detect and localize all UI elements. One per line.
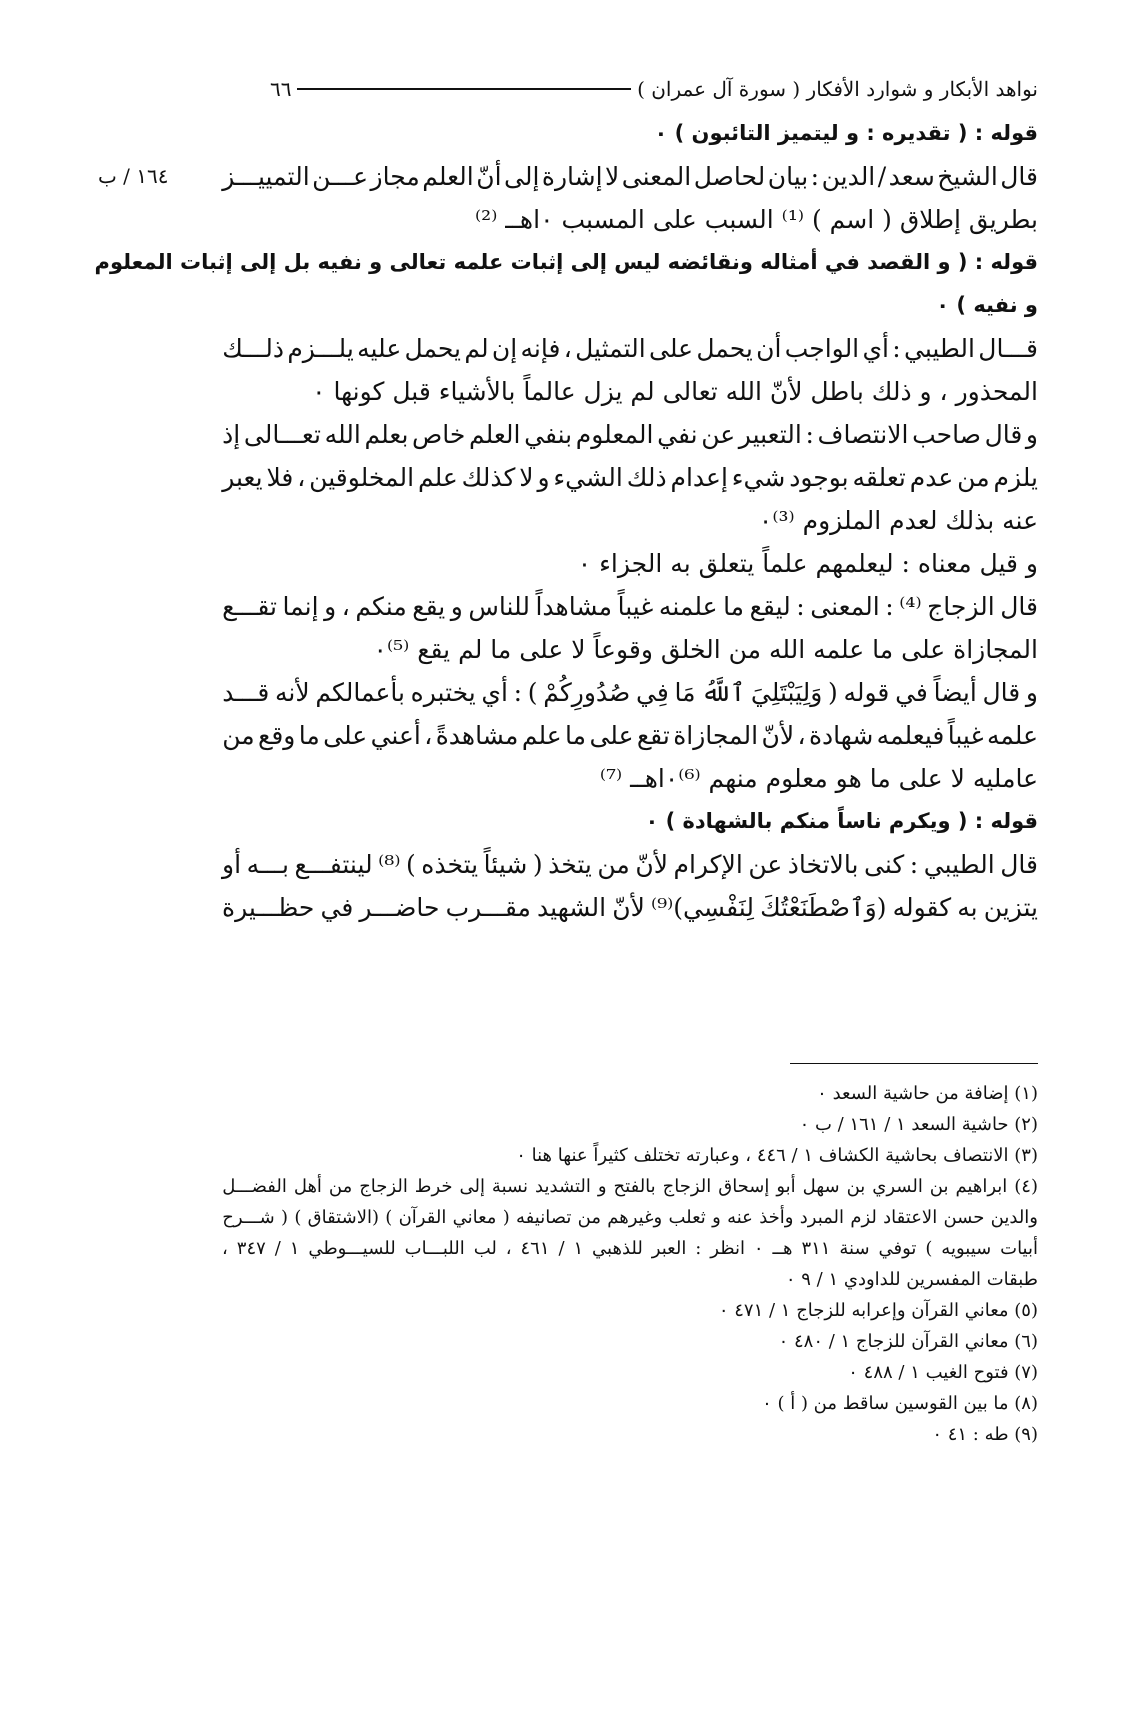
text-line: عامليه لا على ما هو معلوم منهم ⁽⁶⁾٠اهــ ⁽⁷⁾ — [599, 764, 1038, 793]
word: لينتفـــع — [294, 850, 373, 879]
word: في — [895, 678, 928, 707]
word: كنى — [863, 850, 905, 879]
word: ) — [405, 850, 416, 879]
margin-folio-reference: ١٦٤ / ب — [98, 164, 169, 188]
word: قـــد — [222, 678, 270, 707]
word: : — [513, 678, 523, 707]
word: مجاز — [370, 162, 420, 191]
text-line: المحذور ، و ذلك باطل لأنّ الله تعالى لم يزل عالماً بالأشياء قبل كونها ٠ — [312, 377, 1038, 406]
header-rule — [297, 88, 631, 90]
word: ليقع — [749, 592, 791, 621]
footnote-line: (٧) فتوح الغيب ١ / ٤٨٨ ٠ — [848, 1362, 1038, 1383]
text-line — [222, 671, 1038, 714]
word: الاعتقاد — [883, 1207, 938, 1228]
word: الانتصاف — [817, 420, 909, 449]
word: الله — [324, 420, 361, 449]
word: قوله — [843, 678, 890, 707]
word: بأعمالكم — [315, 678, 405, 707]
word: ما — [565, 721, 587, 750]
word: ١ — [573, 1238, 584, 1259]
word: الدين — [821, 162, 876, 191]
footnotes — [222, 1078, 1038, 1450]
footnote-line: (٢) حاشية السعد ١ / ١٦١ / ب ٠ — [799, 1114, 1038, 1135]
word: الشيء — [553, 463, 623, 492]
word: ، — [424, 721, 433, 750]
word: الفضـــل — [222, 1176, 287, 1197]
word: العبر — [651, 1238, 687, 1259]
word: يتزين — [983, 893, 1038, 922]
word: المعنى — [810, 592, 880, 621]
word: ( — [828, 678, 838, 707]
word: العلم — [468, 420, 521, 449]
word: ⁽⁸⁾ — [378, 850, 401, 879]
footnote-line: (٩) طه : ٤١ ٠ — [932, 1424, 1038, 1445]
word: إذ — [222, 420, 241, 449]
word: فإنه — [520, 334, 561, 363]
word: يتخذ — [548, 850, 592, 879]
word: يلـــزم — [287, 334, 354, 363]
word: للسيـــوطي — [308, 1238, 396, 1259]
word: (الاشتقاق — [307, 1207, 379, 1228]
word: قال — [984, 420, 1023, 449]
word: ٣١١ — [801, 1238, 831, 1259]
word: ، — [563, 334, 572, 363]
word: العلم — [422, 162, 474, 191]
word: غيباً — [947, 721, 984, 750]
word: أي — [862, 334, 889, 363]
text-line: قوله : ( تقديره : و ليتميز التائبون ) ٠ — [654, 121, 1038, 145]
word: ( — [532, 850, 543, 879]
word: قال — [1000, 162, 1038, 191]
word: غيباً — [617, 592, 654, 621]
footnote-line: (٥) معاني القرآن وإعرابه للزجاج ١ / ٤٧١ ٠ — [718, 1300, 1038, 1321]
word: أبيات — [1000, 1238, 1038, 1259]
word: نفي — [657, 420, 698, 449]
word: : — [909, 850, 919, 879]
word: لا — [605, 162, 620, 191]
footnote-line — [222, 1171, 1038, 1202]
word: أن — [756, 334, 782, 363]
word: (٤) — [1014, 1176, 1038, 1197]
word: / — [558, 1238, 565, 1259]
word: يعبر — [222, 463, 263, 492]
word: بيان — [767, 162, 809, 191]
word: الزجاج — [662, 1176, 712, 1197]
word: لا — [519, 463, 534, 492]
word: ، — [341, 592, 350, 621]
word: وأخذ — [759, 1207, 794, 1228]
page-number: ٦٦ — [270, 77, 292, 101]
text-line: قوله : ( و القصد في أمثاله ونقائضه ليس إلى إثبات علمه تعالى و نفيه بل إلى إثبات المعلوم — [94, 250, 1038, 274]
word: بنفي — [524, 420, 573, 449]
word: حسن — [943, 1207, 985, 1228]
word: من — [222, 721, 255, 750]
text-line: المجازاة على ما علمه الله من الخلق وقوعاً لا على ما لم يقع ⁽⁵⁾٠ — [373, 635, 1038, 664]
word: يتخذه — [421, 850, 479, 879]
word: وَلِيَبْتَلِيَ — [750, 678, 823, 707]
word: : — [805, 420, 814, 449]
word: شـــرح — [222, 1207, 275, 1228]
word: السري — [872, 1176, 923, 1197]
word: قال — [1000, 850, 1038, 879]
word: بـــه — [246, 850, 289, 879]
word: إلى — [504, 162, 540, 191]
word: ، — [505, 1238, 512, 1259]
word: / — [877, 162, 887, 191]
word: الواجب — [784, 334, 860, 363]
word: لِنَفْسِي)⁽⁹⁾ — [650, 893, 754, 922]
word: خرط — [414, 1176, 453, 1197]
word: على — [589, 721, 634, 750]
word: علمنه — [658, 592, 718, 621]
word: لأنّ — [635, 850, 668, 879]
word: عليه — [357, 334, 402, 363]
word: و — [1025, 420, 1038, 449]
word: ذلك — [626, 463, 667, 492]
text-line — [222, 456, 1038, 499]
word: عـــن — [312, 162, 369, 191]
word: توفي — [878, 1238, 917, 1259]
word: أيضاً — [933, 678, 977, 707]
word: علم — [417, 463, 458, 492]
word: للناس — [468, 592, 530, 621]
word: تعلقه — [852, 463, 906, 492]
footnote-line: (٨) ما بين القوسين ساقط من ( أ ) ٠ — [762, 1393, 1038, 1414]
word: إسحاق — [718, 1176, 770, 1197]
word: بعلم — [364, 420, 409, 449]
word: أنّ — [476, 162, 502, 191]
word: لب — [473, 1238, 497, 1259]
word: سعد — [888, 162, 935, 191]
word: بن — [846, 1176, 866, 1197]
word: لحاصل — [693, 162, 766, 191]
word: منكم — [355, 592, 407, 621]
word: عنه — [727, 1207, 753, 1228]
word: صاحب — [912, 420, 981, 449]
word: إن — [491, 334, 518, 363]
word: : — [796, 592, 805, 621]
word: مشاهدةً — [435, 721, 519, 750]
word: للذهبي — [592, 1238, 643, 1259]
word: شيئاً — [483, 850, 528, 879]
header-title: نواهد الأبكار و شوارد الأفكار ( سورة آل عمران ) — [637, 77, 1038, 101]
word: فِي — [636, 678, 669, 707]
word: علم — [521, 721, 562, 750]
word: التعبير — [738, 420, 802, 449]
word: : — [695, 1238, 702, 1259]
word: ٣٤٧ — [236, 1238, 266, 1259]
footnote-line: (٣) الانتصاف بحاشية الكشاف ١ / ٤٤٦ ، وعبارته تختلف كثيراً عنها هنا ٠ — [516, 1145, 1038, 1166]
text-line: قوله : ( ويكرم ناساً منكم بالشهادة ) ٠ — [645, 809, 1038, 833]
word: و — [1025, 678, 1038, 707]
word: بالفتح — [613, 1176, 656, 1197]
word: ٠ — [753, 1238, 764, 1259]
word: أبو — [776, 1176, 796, 1197]
word: ) — [385, 1207, 393, 1228]
word: أهل — [293, 1176, 322, 1197]
word: يحمل — [404, 334, 462, 363]
word: تقـــع — [222, 592, 277, 621]
word: ( — [502, 1207, 510, 1228]
word: الشيخ — [937, 162, 998, 191]
word: خاص — [412, 420, 466, 449]
word: يحمل — [696, 334, 753, 363]
word: لأنّ — [612, 893, 645, 922]
word: المخلوقين — [309, 463, 415, 492]
word: على — [648, 334, 694, 363]
word: إشارة — [541, 162, 603, 191]
word: لم — [464, 334, 489, 363]
word: و — [324, 592, 337, 621]
word: والدين — [990, 1207, 1038, 1228]
word: بالاتخاذ — [787, 850, 859, 879]
word: إنما — [282, 592, 319, 621]
word: ، — [797, 721, 806, 750]
word: يختبره — [410, 678, 476, 707]
word: الإكرام — [673, 850, 743, 879]
word: بوجود — [789, 463, 849, 492]
text-line: عنه بذلك لعدم الملزوم ⁽³⁾٠ — [758, 506, 1038, 535]
word: : — [892, 334, 901, 363]
text-line: و قيل معناه : ليعلمهم علماً يتعلق به الجزاء ٠ — [577, 549, 1038, 578]
word: حاضـــر — [359, 893, 440, 922]
word: ⁽⁴⁾ — [899, 592, 922, 621]
word: عن — [748, 850, 783, 879]
word: تقع — [636, 721, 670, 750]
word: (وَٱصْطَنَعْتُكَ — [760, 893, 887, 922]
word: ثعلب — [668, 1207, 706, 1228]
word: من — [957, 463, 990, 492]
word: ٤٦١ — [520, 1238, 550, 1259]
word: سهل — [802, 1176, 840, 1197]
footnote-line — [222, 1233, 1038, 1264]
word: ما — [298, 721, 320, 750]
word: ) — [294, 1207, 302, 1228]
word: حظـــيرة — [222, 893, 315, 922]
word: ٱللَّهُ — [701, 678, 746, 707]
footnote-line: طبقات المفسرين للداودي ١ / ٩ ٠ — [785, 1269, 1038, 1290]
word: : — [885, 592, 894, 621]
running-header — [270, 74, 1038, 104]
word: من — [577, 1207, 601, 1228]
word: الزجاج — [927, 592, 995, 621]
word: على — [323, 721, 368, 750]
text-line — [222, 843, 1038, 886]
word: شيء — [731, 463, 786, 492]
text-line — [222, 155, 1038, 198]
word: عدم — [909, 463, 954, 492]
text-line — [222, 714, 1038, 757]
word: ) — [527, 678, 538, 707]
word: : — [810, 162, 820, 191]
word: ، — [297, 463, 306, 492]
word: لزم — [850, 1207, 877, 1228]
word: الزجاج — [359, 1176, 408, 1197]
footnote-line: (٦) معاني القرآن للزجاج ١ / ٤٨٠ ٠ — [778, 1331, 1038, 1352]
word: / — [274, 1238, 281, 1259]
word: و — [712, 1207, 721, 1228]
word: المبرد — [799, 1207, 845, 1228]
word: مقـــرب — [445, 893, 531, 922]
word: التشديد — [535, 1176, 591, 1197]
word: و — [450, 592, 463, 621]
word: لأنه — [274, 678, 310, 707]
word: تعـــالى — [243, 420, 321, 449]
word: عن — [701, 420, 736, 449]
word: ) — [925, 1238, 933, 1259]
text-line — [222, 413, 1038, 456]
word: الشهيد — [537, 893, 607, 922]
word: قال — [1000, 592, 1038, 621]
word: في — [320, 893, 354, 922]
word: شهادة — [808, 721, 874, 750]
text-line — [222, 327, 1038, 370]
word: المعلوم — [575, 420, 654, 449]
word: معاني — [452, 1207, 497, 1228]
word: مشاهداً — [535, 592, 613, 621]
word: من — [597, 850, 630, 879]
word: كقوله — [892, 893, 952, 922]
word: وغيرهم — [607, 1207, 663, 1228]
word: ما — [723, 592, 745, 621]
word: التمييـــز — [222, 162, 310, 191]
word: علمه — [986, 721, 1038, 750]
footnote-line — [222, 1202, 1038, 1233]
word: أعني — [370, 721, 421, 750]
word: انظر — [710, 1238, 745, 1259]
word: ذلـــك — [222, 334, 285, 363]
word: يلزم — [993, 463, 1038, 492]
word: الطيبي — [903, 334, 975, 363]
word: أو — [222, 850, 242, 879]
text-line — [222, 886, 1038, 929]
word: تصانيفه — [516, 1207, 572, 1228]
word: ( — [281, 1207, 289, 1228]
word: أي — [481, 678, 508, 707]
word: بن — [929, 1176, 949, 1197]
word: هــ — [772, 1238, 793, 1259]
word: سنة — [839, 1238, 870, 1259]
word: فيعلمه — [876, 721, 945, 750]
word: التمثيل — [575, 334, 646, 363]
word: قـــال — [978, 334, 1038, 363]
text-line: بطريق إطلاق ( اسم ) ⁽¹⁾ السبب على المسبب ٠اهــ ⁽²⁾ — [475, 205, 1038, 234]
word: يقع — [412, 592, 446, 621]
word: مَا — [674, 678, 696, 707]
word: من — [328, 1176, 353, 1197]
word: القرآن — [398, 1207, 447, 1228]
word: لأنّ — [761, 721, 795, 750]
word: و — [597, 1176, 607, 1197]
footnote-line: (١) إضافة من حاشية السعد ٠ — [817, 1083, 1038, 1104]
word: سيبويه — [941, 1238, 992, 1259]
word: الطيبي — [923, 850, 995, 879]
word: صُدُورِكُمْ — [543, 678, 631, 707]
footnote-divider — [790, 1063, 1038, 1064]
word: وقع — [258, 721, 296, 750]
word: كذلك — [461, 463, 516, 492]
word: فلا — [266, 463, 294, 492]
word: المجازاة — [673, 721, 759, 750]
text-line: و نفيه ) ٠ — [936, 293, 1038, 317]
word: اللبـــاب — [404, 1238, 465, 1259]
word: ابراهيم — [955, 1176, 1008, 1197]
word: ، — [222, 1238, 228, 1259]
word: إعدام — [670, 463, 728, 492]
word: إلى — [459, 1176, 485, 1197]
word: و — [537, 463, 550, 492]
word: قال — [982, 678, 1021, 707]
text-line — [222, 585, 1038, 628]
word: نسبة — [491, 1176, 529, 1197]
word: المعنى — [621, 162, 692, 191]
word: ١ — [289, 1238, 300, 1259]
word: به — [957, 893, 978, 922]
